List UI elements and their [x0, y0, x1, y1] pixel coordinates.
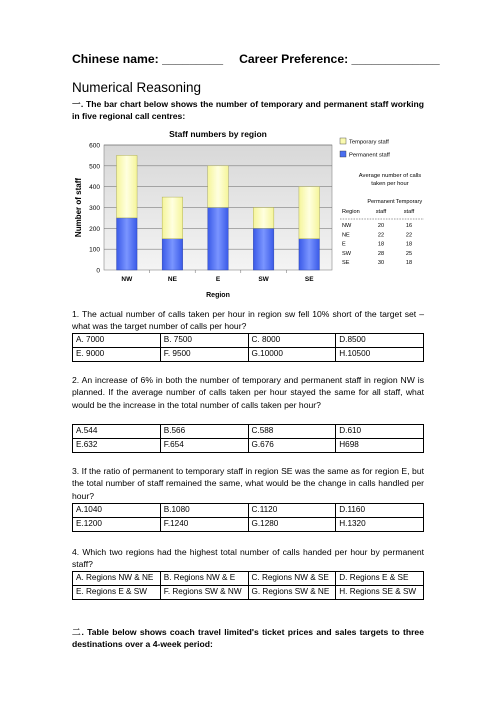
q3-option-a[interactable]: A.1040 [73, 504, 161, 518]
q3-option-f[interactable]: F.1240 [160, 518, 248, 532]
q2-option-d[interactable]: D.610 [336, 425, 424, 439]
y-axis-label: Number of staff [74, 177, 83, 238]
x-tick-label: NW [121, 276, 133, 283]
y-tick-label: 400 [89, 184, 100, 192]
q4-option-d[interactable]: D. Regions E & SE [336, 572, 424, 586]
y-tick-label: 600 [89, 142, 100, 150]
q3-option-b[interactable]: B.1080 [160, 504, 248, 518]
q3-option-h[interactable]: H.1320 [336, 518, 424, 532]
q4-option-b[interactable]: B. Regions NW & E [160, 572, 248, 586]
x-axis-label: Region [206, 292, 230, 299]
chart-title: Staff numbers by region [169, 129, 267, 139]
q4-option-h[interactable]: H. Regions SE & SW [336, 586, 424, 600]
side-table-cell: 16 [405, 223, 413, 229]
q4-option-g[interactable]: G. Regions SW & NE [248, 586, 336, 600]
side-table-cell: 22 [405, 232, 413, 239]
side-table-header: Region [342, 209, 360, 215]
question-3-text: 3. If the ratio of permanent to temporary staff in region SE was the same as for region E, but the total number of staff remained the same, what would be the change in calls handled per hour? [72, 466, 424, 501]
bar-temporary-ne [162, 197, 183, 239]
side-table-title-line1: Average number of calls [358, 173, 422, 179]
q4-option-e[interactable]: E. Regions E & SW [73, 586, 161, 600]
bar-permanent-sw [253, 228, 274, 270]
bar-temporary-nw [117, 155, 138, 218]
q4-option-c[interactable]: C. Regions NW & SE [248, 572, 336, 586]
q1-option-e[interactable]: E. 9000 [73, 348, 161, 362]
section2-intro: 二. Table below shows coach travel limited's ticket prices and sales targets to three destinations over a 4-week period: [72, 627, 424, 650]
q3-option-e[interactable]: E.1200 [73, 518, 161, 532]
q2-option-g[interactable]: G.676 [248, 439, 336, 453]
q3-option-g[interactable]: G.1280 [248, 518, 336, 532]
question-1-options [72, 333, 424, 362]
legend-swatch-permanent [340, 151, 346, 157]
y-tick-label: 300 [89, 205, 100, 212]
q4-option-f[interactable]: F. Regions SW & NW [160, 586, 248, 600]
y-tick-label: 500 [89, 163, 100, 171]
side-table-cell: NE [342, 232, 350, 239]
question-4-text: 4. Which two regions had the highest total number of calls handed per hour by permanent staff? [72, 547, 424, 570]
q4-option-a[interactable]: A. Regions NW & NE [73, 572, 161, 586]
question-3-options [72, 503, 424, 532]
side-table-cell: 20 [377, 223, 385, 229]
q3-option-d[interactable]: D.1160 [336, 504, 424, 518]
question-2-options [72, 424, 424, 453]
q2-option-e[interactable]: E.632 [73, 439, 161, 453]
q1-option-a[interactable]: A. 7000 [73, 334, 161, 348]
header-line [72, 52, 440, 66]
y-tick-label: 100 [89, 246, 100, 254]
side-table-cell: 30 [377, 260, 385, 267]
staff-chart [72, 123, 427, 305]
side-table-cell: 18 [405, 241, 413, 248]
side-table-cell: SW [342, 250, 352, 257]
bar-permanent-se [299, 239, 320, 270]
q3-option-c[interactable]: C.1120 [248, 504, 336, 518]
x-tick-label: SE [304, 276, 314, 283]
bar-temporary-e [208, 166, 229, 208]
bar-permanent-e [208, 208, 229, 271]
x-tick-label: SW [258, 276, 269, 283]
chinese-name-label: Chinese name: _________ [72, 52, 224, 66]
bar-permanent-ne [162, 239, 183, 270]
question-2-text: 2. An increase of 6% in both the number of temporary and permanent staff in region NW is planned. If the average number of calls taken per hour stayed the same for all staff, what would be the increase in the total number of calls taken per hour? [72, 375, 424, 410]
side-table-cell: 25 [405, 250, 413, 257]
side-table-cell: 22 [377, 232, 385, 239]
y-tick-label: 0 [96, 267, 100, 275]
side-table-header: staff [375, 209, 387, 215]
side-table-header: Temporary [395, 199, 423, 205]
section1-intro: 一. The bar chart below shows the number of temporary and permanent staff working in five regional call centres: [72, 99, 424, 122]
q1-option-c[interactable]: C. 8000 [248, 334, 336, 348]
q1-option-b[interactable]: B. 7500 [160, 334, 248, 348]
bar-permanent-nw [117, 218, 138, 270]
side-table-cell: E [342, 241, 346, 248]
side-table-cell: SE [342, 260, 350, 267]
side-table-header: Permanent [367, 199, 395, 205]
bar-temporary-sw [253, 208, 274, 229]
side-table-cell: 18 [405, 260, 413, 267]
side-table-cell: NW [342, 223, 352, 229]
career-preference-label: Career Preference: _____________ [239, 52, 440, 66]
question-1-text: 1. The actual number of calls taken per hour in region sw fell 10% short of the target set – what was the target number of calls per hour? [72, 309, 424, 332]
q1-option-f[interactable]: F. 9500 [160, 348, 248, 362]
x-tick-label: NE [167, 276, 177, 283]
side-table-title-line2: taken per hour [371, 181, 409, 187]
question-4-options [72, 571, 424, 600]
side-table-cell: 28 [377, 250, 385, 257]
x-tick-label: E [215, 276, 221, 283]
q1-option-g[interactable]: G.10000 [248, 348, 336, 362]
legend-label-temporary: Temporary staff [349, 139, 389, 146]
q2-option-h[interactable]: H698 [336, 439, 424, 453]
side-table-header: staff [403, 209, 415, 215]
staff-chart-svg [72, 123, 427, 305]
bar-temporary-se [299, 187, 320, 239]
q2-option-a[interactable]: A.544 [73, 425, 161, 439]
side-table-cell: 18 [377, 241, 385, 248]
q1-option-d[interactable]: D.8500 [336, 334, 424, 348]
q2-option-c[interactable]: C.588 [248, 425, 336, 439]
legend-swatch-temporary [340, 138, 346, 144]
page-title: Numerical Reasoning [72, 80, 202, 95]
q2-option-f[interactable]: F.654 [160, 439, 248, 453]
q2-option-b[interactable]: B.566 [160, 425, 248, 439]
q1-option-h[interactable]: H.10500 [336, 348, 424, 362]
legend-label-permanent: Permanent staff [349, 152, 390, 159]
y-tick-label: 200 [89, 225, 100, 233]
